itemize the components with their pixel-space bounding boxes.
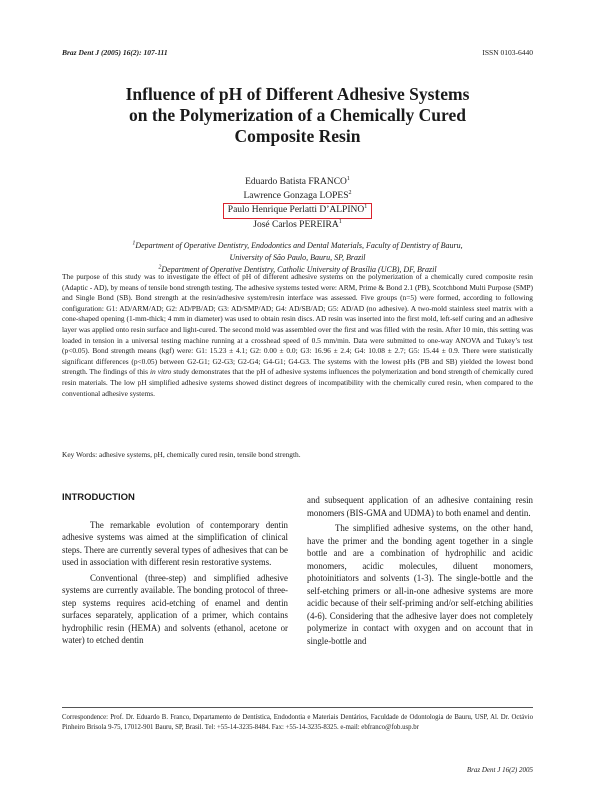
correspondence-note: Correspondence: Prof. Dr. Eduardo B. Franco, Departamento de Dentística, Endodontia e Materiais Dentários, Faculdade de Odontologia de Bauru, USP, Al. Dr. Octávio Pinheiro Brisola 9-75, 17012-901 Bauru, SP, Brasil. Tel: +55-14-3235-8484. Fax: +55-14-3235-8325. e-mail: ebfranco@fob.usp.br <box>62 714 533 731</box>
author-list <box>62 176 533 232</box>
paragraph: Conventional (three-step) and simplified adhesive systems are currently available. The bonding protocol of three-step systems requires acid-etching of enamel and dentin surfaces separately, application of a primer, which contains hydrophilic resin (HEMA) and solvents (ethanol, acetone or water) to etched dentin <box>62 572 288 645</box>
paragraph: The simplified adhesive systems, on the other hand, have the primer and the bonding agent together in a single bottle and are a combination of hydrophilic and acidic monomers, acidic molecules, diluent monomers, photoinitiators and solvents (1-3). The single-bottle and the self-etching primers or all-in-one adhesive systems are more acidic because of their self-priming and/or self-etching abilities (4-6). Considering that the adhesive layer does not completely polymerize in contact with oxygen and on account that in single-bottle and <box>307 523 533 646</box>
paragraph: and subsequent application of an adhesive containing resin monomers (BIS-GMA and UDMA) to both enamel and dentin. <box>307 495 533 518</box>
author-3 <box>62 203 533 219</box>
title-line-3: Composite Resin <box>234 126 361 146</box>
author-4: José Carlos PEREIRA$^1$ <box>253 218 342 230</box>
keywords: Key Words: adhesive systems, pH, chemically cured resin, tensile bond strength. <box>62 450 301 459</box>
journal-citation: Braz Dent J (2005) 16(2): 107-111 <box>62 48 168 57</box>
abstract: The purpose of this study was to investigate the effect of pH of different adhesive systems on the polymerization of a chemically cured composite resin (Adaptic - AD), by means of tensile bond strength testing. The adhesive systems tested were: ARM, Prime & Bond 2.1 (PB), Scotchbond Multi Purpose (SMP) and Single Bond (SB). Bond strength at the resin/adhesive system/resin interface was assessed. Five groups (n=5) were formed, according to following configuration: G1: AD/ARM/AD; G2: AD/PB/AD; G3: AD/SMP/AD; G4: AD/SB/AD; G5: AD/AD (no adhesive). A two-mold stainless steel matrix with a cone-shaped opening (1-mm-thick; 4 mm in diameter) was used to obtain resin discs. AD resin was inserted into the first mold, left-self curing and an adhesive layer was applied onto resin surface and light-cured. The second mold was assembled over the first and was filled with the resin. After 10 min, this setting was loaded in tension in a universal testing machine running at a crosshead speed of 0.5 mm/min. Data were submitted to one-way ANOVA and Tukey’s test (p<0.05). Bond strength means (kgf) were: G1: 15.23 ± 4.1; G2: 0.00 ± 0.0; G3: 16.96 ± 2.4; G4: 10.08 ± 2.7; G5: 15.44 ± 0.9. There were statistically significant differences (p<0.05) between G2-G1; G2-G3; G2-G4; G4-G1; G4-G3. The systems with the lowest pHs (PB and SB) yielded the lowest bond strength. The findings of this in vitro study demonstrates that the pH of adhesive systems influences the polymerization and bond strength of chemically cured resin materials. The low pH simplified adhesive systems showed distinct degrees of incompatibility with the chemically cured resin, when compared to the conventional adhesive systems. <box>62 272 533 398</box>
author-1: Eduardo Batista FRANCO$^1$ <box>245 175 350 187</box>
section-heading-introduction: INTRODUCTION <box>62 492 135 503</box>
paper-title <box>62 84 533 147</box>
affiliation-2: $^2$Department of Operative Dentistry, Catholic University of Brasília (UCB), DF, Brazil <box>158 264 437 274</box>
footnote-divider <box>62 707 533 708</box>
left-column <box>62 492 288 650</box>
author-2: Lawrence Gonzaga LOPES$^2$ <box>243 189 352 201</box>
affiliations <box>62 240 533 276</box>
page-footer: Braz Dent J 16(2) 2005 <box>466 766 533 774</box>
affiliation-1-cont: University of São Paulo, Bauru, SP, Brazil <box>229 253 366 262</box>
issn: ISSN 0103-6440 <box>482 48 533 57</box>
highlighted-author: Paulo Henrique Perlatti D’ALPINO$^1$ <box>223 203 372 219</box>
title-line-1: Influence of pH of Different Adhesive Systems <box>125 84 470 104</box>
right-column <box>307 494 533 650</box>
affiliation-1: $^1$Department of Operative Dentistry, Endodontics and Dental Materials, Faculty of Dentistry of Bauru, <box>132 240 463 250</box>
title-line-2: on the Polymerization of a Chemically Cured <box>129 105 466 125</box>
paragraph: The remarkable evolution of contemporary dentin adhesive systems was aimed at the simplification of clinical steps. There are currently several types of adhesives that can be used in association with different resin restorative systems. <box>62 519 288 567</box>
